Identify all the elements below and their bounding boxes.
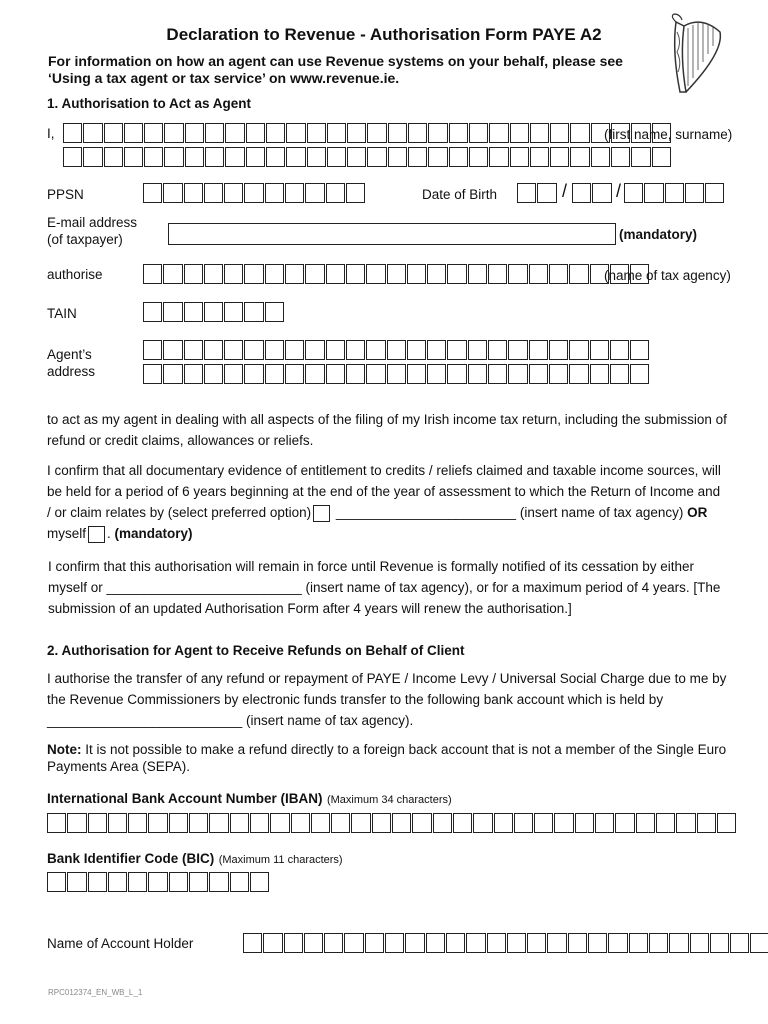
char-box[interactable] (590, 340, 609, 360)
char-box[interactable] (204, 183, 223, 203)
char-box[interactable] (265, 302, 284, 322)
char-box[interactable] (488, 264, 507, 284)
char-box[interactable] (185, 123, 204, 143)
char-box[interactable] (717, 813, 736, 833)
char-box[interactable] (164, 147, 183, 167)
i-label: I, (47, 126, 55, 141)
char-box[interactable] (47, 813, 66, 833)
char-box[interactable] (705, 183, 724, 203)
char-box[interactable] (224, 264, 243, 284)
char-box[interactable] (572, 183, 591, 203)
char-box[interactable] (204, 264, 223, 284)
iban-boxes[interactable] (47, 813, 737, 833)
char-box[interactable] (265, 264, 284, 284)
char-box[interactable] (67, 813, 86, 833)
documentary-evidence-text: I confirm that all documentary evidence of entitlement to credits / reliefs claimed and taxable income sources, will be held for a period of 6 years beginning at the end of the year of assessment to which the Return of Income and / or claim relates by (select preferred option) (47, 463, 721, 520)
char-box[interactable] (388, 123, 407, 143)
char-box[interactable] (326, 340, 345, 360)
char-box[interactable] (224, 364, 243, 384)
char-box[interactable] (143, 340, 162, 360)
char-box[interactable] (347, 123, 366, 143)
char-box[interactable] (189, 872, 208, 892)
char-box[interactable] (636, 813, 655, 833)
char-box[interactable] (529, 364, 548, 384)
char-box[interactable] (428, 123, 447, 143)
char-box[interactable] (447, 340, 466, 360)
char-box[interactable] (327, 123, 346, 143)
char-box[interactable] (347, 147, 366, 167)
char-box[interactable] (387, 364, 406, 384)
char-box[interactable] (575, 813, 594, 833)
char-box[interactable] (690, 933, 709, 953)
char-box[interactable] (488, 340, 507, 360)
char-box[interactable] (243, 933, 262, 953)
char-box[interactable] (629, 933, 648, 953)
char-box[interactable] (412, 813, 431, 833)
char-box[interactable] (67, 872, 86, 892)
char-box[interactable] (189, 813, 208, 833)
char-box[interactable] (346, 183, 365, 203)
act-as-agent-paragraph: to act as my agent in dealing with all aspects of the filing of my Irish income tax return, including the submission of refund or credit claims, allowances or reliefs. (47, 412, 727, 448)
char-box[interactable] (365, 933, 384, 953)
char-box[interactable] (163, 302, 182, 322)
char-box[interactable] (163, 183, 182, 203)
char-box[interactable] (529, 264, 548, 284)
mandatory-text: (mandatory) (114, 526, 193, 541)
agency-name-boxes[interactable] (143, 264, 650, 284)
char-box[interactable] (128, 813, 147, 833)
agent-address-row-1[interactable] (143, 340, 650, 360)
char-box[interactable] (108, 813, 127, 833)
char-box[interactable] (128, 872, 147, 892)
char-box[interactable] (510, 147, 529, 167)
char-box[interactable] (244, 183, 263, 203)
char-box[interactable] (631, 147, 650, 167)
char-box[interactable] (143, 183, 162, 203)
char-box[interactable] (387, 264, 406, 284)
char-box[interactable] (549, 264, 568, 284)
ppsn-label: PPSN (47, 187, 84, 202)
char-box[interactable] (185, 147, 204, 167)
char-box[interactable] (204, 340, 223, 360)
bic-boxes[interactable] (47, 872, 270, 892)
char-box[interactable] (367, 147, 386, 167)
char-box[interactable] (144, 147, 163, 167)
char-box[interactable] (665, 183, 684, 203)
char-box[interactable] (83, 123, 102, 143)
char-box[interactable] (88, 813, 107, 833)
char-box[interactable] (489, 147, 508, 167)
char-box[interactable] (305, 264, 324, 284)
agent-address-label-2: address (47, 364, 96, 379)
dob-separator-2: / (616, 181, 622, 201)
char-box[interactable] (184, 340, 203, 360)
dob-month-boxes[interactable] (572, 183, 613, 203)
char-box[interactable] (225, 123, 244, 143)
char-box[interactable] (428, 147, 447, 167)
char-box[interactable] (591, 147, 610, 167)
char-box[interactable] (407, 264, 426, 284)
char-box[interactable] (307, 147, 326, 167)
form-title: Declaration to Revenue - Authorisation Form PAYE A2 (166, 25, 602, 44)
char-box[interactable] (569, 364, 588, 384)
char-box[interactable] (163, 340, 182, 360)
char-box[interactable] (209, 872, 228, 892)
form-code-footer: RPC012374_EN_WB_L_1 (48, 988, 143, 997)
char-box[interactable] (697, 813, 716, 833)
char-box[interactable] (388, 147, 407, 167)
char-box[interactable] (346, 264, 365, 284)
char-box[interactable] (104, 123, 123, 143)
char-box[interactable] (426, 933, 445, 953)
note-text: It is not possible to make a refund directly to a foreign back account that is not a member of the Single Euro Payments Area (SEPA). (47, 742, 727, 774)
char-box[interactable] (615, 813, 634, 833)
char-box[interactable] (517, 183, 536, 203)
char-box[interactable] (408, 123, 427, 143)
char-box[interactable] (710, 933, 729, 953)
char-box[interactable] (527, 933, 546, 953)
char-box[interactable] (305, 364, 324, 384)
tain-label: TAIN (47, 306, 77, 321)
char-box[interactable] (331, 813, 350, 833)
char-box[interactable] (529, 340, 548, 360)
char-box[interactable] (326, 364, 345, 384)
char-box[interactable] (205, 123, 224, 143)
char-box[interactable] (83, 147, 102, 167)
char-box[interactable] (569, 340, 588, 360)
char-box[interactable] (205, 147, 224, 167)
char-box[interactable] (549, 364, 568, 384)
char-box[interactable] (204, 302, 223, 322)
char-box[interactable] (570, 123, 589, 143)
char-box[interactable] (244, 302, 263, 322)
char-box[interactable] (550, 147, 569, 167)
char-box[interactable] (266, 147, 285, 167)
char-box[interactable] (265, 340, 284, 360)
char-box[interactable] (554, 813, 573, 833)
char-box[interactable] (644, 183, 663, 203)
documentary-evidence-paragraph: I confirm that all documentary evidence of entitlement to credits / reliefs claimed and taxable income sources, will be held for a period of 6 years beginning at the end of the year of assessment to which the Return of Income and / or claim relates by (select preferred option) ________________________ (insert name of tax agency) OR myself . (mandatory) (47, 463, 721, 541)
char-box[interactable] (372, 813, 391, 833)
char-box[interactable] (468, 340, 487, 360)
char-box[interactable] (184, 264, 203, 284)
char-box[interactable] (549, 340, 568, 360)
char-box[interactable] (346, 340, 365, 360)
char-box[interactable] (224, 302, 243, 322)
myself-option-checkbox[interactable] (88, 526, 105, 543)
char-box[interactable] (494, 813, 513, 833)
char-box[interactable] (326, 264, 345, 284)
char-box[interactable] (311, 813, 330, 833)
char-box[interactable] (488, 364, 507, 384)
authorise-label: authorise (47, 267, 103, 282)
char-box[interactable] (446, 933, 465, 953)
harp-emblem-icon (662, 12, 728, 100)
account-holder-boxes[interactable] (243, 933, 768, 953)
char-box[interactable] (595, 813, 614, 833)
note-paragraph (47, 741, 727, 775)
email-label-2: (of taxpayer) (47, 232, 123, 247)
char-box[interactable] (610, 340, 629, 360)
char-box[interactable] (143, 302, 162, 322)
char-box[interactable] (568, 933, 587, 953)
char-box[interactable] (624, 183, 643, 203)
char-box[interactable] (244, 340, 263, 360)
ppsn-boxes[interactable] (143, 183, 366, 203)
email-mandatory: (mandatory) (619, 227, 698, 242)
char-box[interactable] (449, 123, 468, 143)
char-box[interactable] (148, 872, 167, 892)
char-box[interactable] (246, 123, 265, 143)
char-box[interactable] (514, 813, 533, 833)
name-boxes-row-1[interactable] (63, 123, 672, 143)
note-label: Note: (47, 742, 82, 757)
char-box[interactable] (285, 340, 304, 360)
char-box[interactable] (366, 364, 385, 384)
char-box[interactable] (547, 933, 566, 953)
char-box[interactable] (250, 872, 269, 892)
char-box[interactable] (569, 264, 588, 284)
iban-hint: (Maximum 34 characters) (326, 794, 452, 806)
char-box[interactable] (164, 123, 183, 143)
section2-heading: 2. Authorisation for Agent to Receive Refunds on Behalf of Client (47, 643, 465, 658)
char-box[interactable] (263, 933, 282, 953)
char-box[interactable] (427, 264, 446, 284)
char-box[interactable] (537, 183, 556, 203)
char-box[interactable] (304, 933, 323, 953)
char-box[interactable] (473, 813, 492, 833)
char-box[interactable] (148, 813, 167, 833)
authorisation-force-paragraph: I confirm that this authorisation will remain in force until Revenue is formally notified of its cessation by either myself or __________________________ (insert name of tax agency), or for a maximum period of 4 years. [The submission of an updated Authorisation Form after 4 years will renew the authorisation.] (48, 559, 721, 616)
char-box[interactable] (508, 264, 527, 284)
char-box[interactable] (327, 147, 346, 167)
char-box[interactable] (630, 364, 649, 384)
char-box[interactable] (730, 933, 749, 953)
char-box[interactable] (163, 264, 182, 284)
char-box[interactable] (407, 340, 426, 360)
section1-heading: 1. Authorisation to Act as Agent (47, 96, 252, 111)
char-box[interactable] (286, 147, 305, 167)
char-box[interactable] (449, 147, 468, 167)
or-text: OR (687, 505, 708, 520)
char-box[interactable] (284, 933, 303, 953)
char-box[interactable] (326, 183, 345, 203)
char-box[interactable] (307, 123, 326, 143)
char-box[interactable] (265, 183, 284, 203)
char-box[interactable] (63, 123, 82, 143)
char-box[interactable] (433, 813, 452, 833)
char-box[interactable] (656, 813, 675, 833)
char-box[interactable] (344, 933, 363, 953)
char-box[interactable] (250, 813, 269, 833)
char-box[interactable] (184, 183, 203, 203)
tain-boxes[interactable] (143, 302, 285, 322)
refund-transfer-paragraph: I authorise the transfer of any refund or repayment of PAYE / Income Levy / Universal Social Charge due to me by the Revenue Commissioners by electronic funds transfer to the following bank account which is held by __________________________ (insert name of tax agency). (47, 671, 727, 728)
char-box[interactable] (468, 264, 487, 284)
intro-text: For information on how an agent can use Revenue systems on your behalf, please see ‘Using a tax agent or tax service’ on www.revenue.ie. (48, 53, 623, 86)
char-box[interactable] (124, 147, 143, 167)
char-box[interactable] (88, 872, 107, 892)
char-box[interactable] (351, 813, 370, 833)
char-box[interactable] (346, 364, 365, 384)
account-holder-label: Name of Account Holder (47, 936, 194, 951)
char-box[interactable] (286, 123, 305, 143)
char-box[interactable] (610, 364, 629, 384)
char-box[interactable] (47, 872, 66, 892)
char-box[interactable] (570, 147, 589, 167)
char-box[interactable] (649, 933, 668, 953)
char-box[interactable] (163, 364, 182, 384)
iban-label: International Bank Account Number (IBAN) (47, 791, 323, 806)
dob-day-boxes[interactable] (517, 183, 558, 203)
char-box[interactable] (285, 183, 304, 203)
myself-text: myself (47, 526, 87, 541)
char-box[interactable] (184, 302, 203, 322)
char-box[interactable] (385, 933, 404, 953)
char-box[interactable] (466, 933, 485, 953)
char-box[interactable] (291, 813, 310, 833)
char-box[interactable] (266, 123, 285, 143)
char-box[interactable] (630, 340, 649, 360)
name-hint: (first name, surname) (604, 127, 733, 142)
char-box[interactable] (204, 364, 223, 384)
char-box[interactable] (507, 933, 526, 953)
char-box[interactable] (508, 340, 527, 360)
char-box[interactable] (588, 933, 607, 953)
char-box[interactable] (224, 340, 243, 360)
char-box[interactable] (408, 147, 427, 167)
char-box[interactable] (285, 364, 304, 384)
char-box[interactable] (244, 364, 263, 384)
char-box[interactable] (750, 933, 768, 953)
insert-agency-text: ________________________ (insert name of tax agency) (335, 505, 684, 520)
char-box[interactable] (530, 147, 549, 167)
email-label-1: E-mail address (47, 215, 138, 230)
char-box[interactable] (469, 123, 488, 143)
iban-heading (47, 790, 452, 808)
char-box[interactable] (305, 183, 324, 203)
char-box[interactable] (489, 123, 508, 143)
char-box[interactable] (590, 364, 609, 384)
char-box[interactable] (652, 147, 671, 167)
char-box[interactable] (143, 264, 162, 284)
char-box[interactable] (124, 123, 143, 143)
char-box[interactable] (676, 813, 695, 833)
char-box[interactable] (230, 872, 249, 892)
char-box[interactable] (143, 364, 162, 384)
char-box[interactable] (534, 813, 553, 833)
dob-label: Date of Birth (422, 187, 498, 202)
char-box[interactable] (246, 147, 265, 167)
char-box[interactable] (104, 147, 123, 167)
char-box[interactable] (611, 147, 630, 167)
char-box[interactable] (530, 123, 549, 143)
bic-label: Bank Identifier Code (BIC) (47, 851, 215, 866)
char-box[interactable] (184, 364, 203, 384)
char-box[interactable] (324, 933, 343, 953)
char-box[interactable] (225, 147, 244, 167)
char-box[interactable] (224, 183, 243, 203)
char-box[interactable] (453, 813, 472, 833)
char-box[interactable] (169, 813, 188, 833)
char-box[interactable] (169, 872, 188, 892)
char-box[interactable] (669, 933, 688, 953)
char-box[interactable] (608, 933, 627, 953)
agency-hint: (name of tax agency) (604, 268, 731, 283)
char-box[interactable] (407, 364, 426, 384)
char-box[interactable] (510, 123, 529, 143)
agency-option-checkbox[interactable] (313, 505, 330, 522)
char-box[interactable] (427, 364, 446, 384)
char-box[interactable] (447, 364, 466, 384)
char-box[interactable] (144, 123, 163, 143)
char-box[interactable] (244, 264, 263, 284)
char-box[interactable] (392, 813, 411, 833)
char-box[interactable] (592, 183, 611, 203)
email-input[interactable] (168, 223, 616, 245)
char-box[interactable] (447, 264, 466, 284)
char-box[interactable] (685, 183, 704, 203)
char-box[interactable] (230, 813, 249, 833)
char-box[interactable] (285, 264, 304, 284)
dob-year-boxes[interactable] (624, 183, 725, 203)
char-box[interactable] (63, 147, 82, 167)
char-box[interactable] (387, 340, 406, 360)
char-box[interactable] (469, 147, 488, 167)
char-box[interactable] (487, 933, 506, 953)
char-box[interactable] (366, 264, 385, 284)
char-box[interactable] (265, 364, 284, 384)
char-box[interactable] (550, 123, 569, 143)
name-boxes-row-2[interactable] (63, 147, 672, 167)
char-box[interactable] (270, 813, 289, 833)
dob-separator-1: / (562, 181, 568, 201)
agent-address-label-1: Agent’s (47, 347, 92, 362)
bic-heading (47, 850, 343, 868)
char-box[interactable] (427, 340, 446, 360)
char-box[interactable] (367, 123, 386, 143)
char-box[interactable] (209, 813, 228, 833)
char-box[interactable] (468, 364, 487, 384)
char-box[interactable] (508, 364, 527, 384)
char-box[interactable] (108, 872, 127, 892)
bic-hint: (Maximum 11 characters) (218, 854, 343, 866)
agent-address-row-2[interactable] (143, 364, 650, 384)
char-box[interactable] (305, 340, 324, 360)
char-box[interactable] (366, 340, 385, 360)
char-box[interactable] (405, 933, 424, 953)
